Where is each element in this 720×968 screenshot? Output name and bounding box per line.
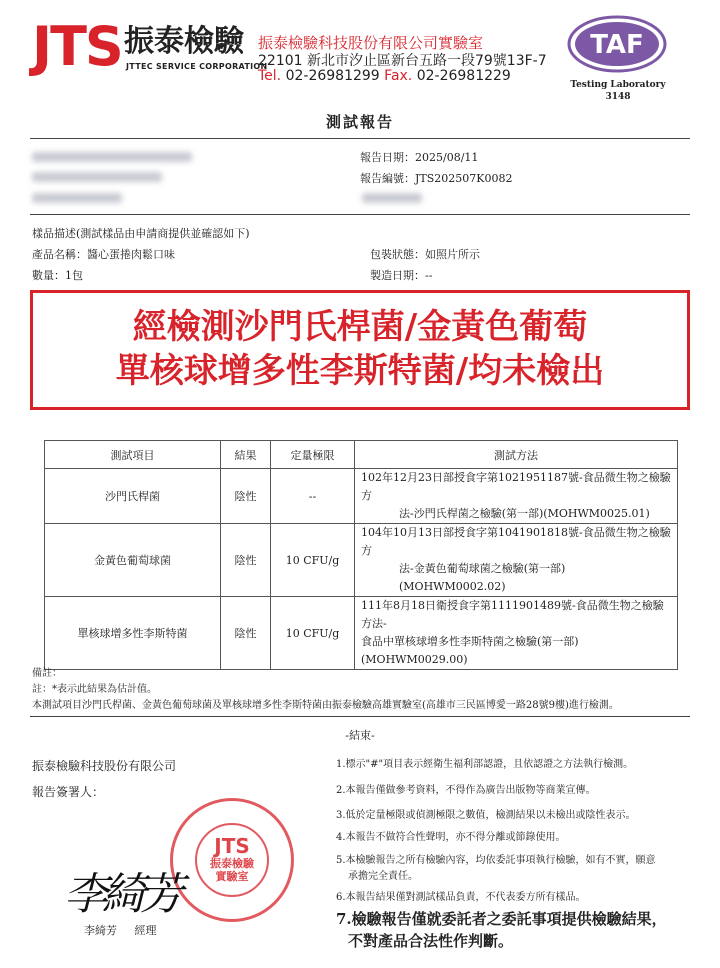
- test-limit: --: [271, 469, 355, 524]
- statement-7b: 不對產品合法性作判斷。: [348, 932, 514, 950]
- product-name-label: 產品名稱：: [32, 248, 87, 261]
- jts-logo-chinese: 振泰檢驗: [124, 24, 244, 59]
- statement-6: 6.本報告結果僅對測試樣品負責，不代表委方所有樣品。: [336, 892, 586, 903]
- test-item: 沙門氏桿菌: [45, 469, 221, 524]
- table-row: [45, 524, 678, 597]
- company-contact: [258, 68, 511, 84]
- report-number-value: JTS202507K0082: [415, 172, 513, 185]
- report-date-value: 2025/08/11: [415, 151, 479, 164]
- taf-testing-lab: Testing Laboratory: [570, 80, 666, 90]
- note-lab: 本測試項目沙門氏桿菌、金黃色葡萄球菌及單核球增多性李斯特菌由振泰檢驗高雄實驗室(高雄市三民區博愛一路28號9樓)進行檢測。: [32, 700, 619, 711]
- mfg-date-label: 製造日期：: [370, 269, 425, 282]
- package-label: 包裝狀態：: [370, 248, 425, 261]
- test-result: 陰性: [221, 597, 271, 670]
- signoff-company: 振泰檢驗科技股份有限公司: [32, 759, 177, 773]
- header-limit: 定量極限: [271, 441, 355, 469]
- mfg-date-value: --: [425, 269, 433, 282]
- result-banner: [30, 290, 690, 410]
- method-line: 食品中單核球增多性李斯特菌之檢驗(第一部)(MOHWM0029.00): [361, 635, 579, 666]
- header-method: 測試方法: [355, 441, 678, 469]
- statement-5b: 承擔完全責任。: [348, 871, 418, 882]
- test-limit: 10 CFU/g: [271, 524, 355, 597]
- manufacture-date: [370, 267, 432, 283]
- quantity-label: 數量：: [32, 269, 65, 282]
- quantity-value: 1包: [65, 269, 83, 282]
- statement-1: 1.標示"#"項目表示經衛生福利部認證，且依認證之方法執行檢測。: [336, 759, 634, 770]
- handwritten-signature: 李綺芳: [64, 869, 178, 920]
- method-line: 111年8月18日衛授食字第1111901489號-食品微生物之檢驗方法-: [361, 599, 664, 630]
- fax-number: 02-26981229: [416, 68, 511, 84]
- product-name-value: 醬心蛋捲肉鬆口味: [87, 248, 175, 261]
- report-date-label: 報告日期：: [360, 151, 415, 164]
- test-result: 陰性: [221, 524, 271, 597]
- signer-title: 經理: [134, 924, 157, 937]
- banner-line-1: 經檢測沙門氏桿菌/金黃色葡萄: [132, 307, 588, 347]
- taf-logo-text: TAF: [590, 30, 644, 60]
- seal-mark: JTS: [214, 834, 250, 858]
- divider: [30, 138, 690, 139]
- test-item: 單核球增多性李斯特菌: [45, 597, 221, 670]
- end-marker: -結束-: [345, 729, 375, 742]
- taf-subtitle: [560, 79, 676, 103]
- method-line: 102年12月23日部授食字第1021951187號-食品微生物之檢驗方: [361, 471, 671, 502]
- results-table: [44, 440, 678, 670]
- redacted-client-address: [32, 172, 162, 182]
- banner-line-2: 單核球增多性李斯特菌/均未檢出: [115, 351, 605, 391]
- report-number-label: 報告編號：: [360, 172, 415, 185]
- signer-name: 李綺芳: [84, 924, 117, 937]
- table-row: [45, 469, 678, 524]
- statement-4: 4.本報告不做符合性聲明，亦不得分離或節錄使用。: [336, 832, 566, 843]
- statement-7a: 7.檢驗報告僅就委託者之委託事項提供檢驗結果，: [336, 910, 667, 928]
- divider: [30, 716, 690, 717]
- test-result: 陰性: [221, 469, 271, 524]
- company-address: 22101 新北市汐止區新台五路一段79號13F-7: [258, 53, 547, 69]
- test-method: [355, 597, 678, 670]
- divider: [30, 214, 690, 215]
- method-line: 104年10月13日部授食字第1041901818號-食品微生物之檢驗方: [361, 526, 671, 557]
- signer-name-title: [84, 922, 157, 938]
- redacted-field: [362, 193, 422, 203]
- fax-label: Fax.: [384, 68, 413, 84]
- sample-description: 樣品描述(測試樣品由申請商提供並確認如下): [32, 227, 250, 240]
- company-name: 振泰檢驗科技股份有限公司實驗室: [258, 34, 484, 52]
- statement-3: 3.低於定量極限或偵測極限之數值，檢測結果以未檢出或陰性表示。: [336, 810, 636, 821]
- signer-label: 報告簽署人：: [32, 785, 105, 799]
- table-header-row: [45, 441, 678, 469]
- report-title: 測試報告: [325, 113, 394, 131]
- header-result: 結果: [221, 441, 271, 469]
- redacted-client-name: [32, 152, 192, 162]
- taf-number: 3148: [605, 92, 631, 102]
- statement-2: 2.本報告僅做參考資料，不得作為廣告出版物等商業宣傳。: [336, 785, 596, 796]
- notes-label: 備註：: [32, 668, 62, 679]
- package-value: 如照片所示: [425, 248, 480, 261]
- test-limit: 10 CFU/g: [271, 597, 355, 670]
- lab-seal: [195, 823, 269, 897]
- method-line: 法-沙門氏桿菌之檢驗(第一部)(MOHWM0025.01): [399, 507, 650, 520]
- statement-5a: 5.本檢驗報告之所有檢驗內容，均依委託事項執行檢驗，如有不實，願意: [336, 855, 656, 866]
- tel-label: Tel.: [258, 68, 282, 84]
- product-name: [32, 246, 175, 262]
- test-method: [355, 469, 678, 524]
- note-estimate: 註：*表示此結果為估計值。: [32, 684, 157, 695]
- jts-logo-mark: JTS: [32, 15, 122, 78]
- package-state: [370, 246, 480, 262]
- taf-logo: [566, 14, 668, 74]
- header-test-item: 測試項目: [45, 441, 221, 469]
- test-item: 金黃色葡萄球菌: [45, 524, 221, 597]
- tel-number: 02-26981299: [285, 68, 380, 84]
- table-row: [45, 597, 678, 670]
- redacted-client-contact: [32, 193, 122, 203]
- seal-line-2: 實驗室: [215, 870, 249, 883]
- jts-logo-english: JTTEC SERVICE CORPORATION: [126, 62, 268, 71]
- report-date: [360, 149, 478, 165]
- method-line: 法-金黃色葡萄球菌之檢驗(第一部)(MOHWM0002.02): [399, 562, 566, 593]
- test-method: [355, 524, 678, 597]
- report-number: [360, 170, 513, 186]
- quantity: [32, 267, 83, 283]
- seal-line-1: 振泰檢驗: [210, 857, 254, 870]
